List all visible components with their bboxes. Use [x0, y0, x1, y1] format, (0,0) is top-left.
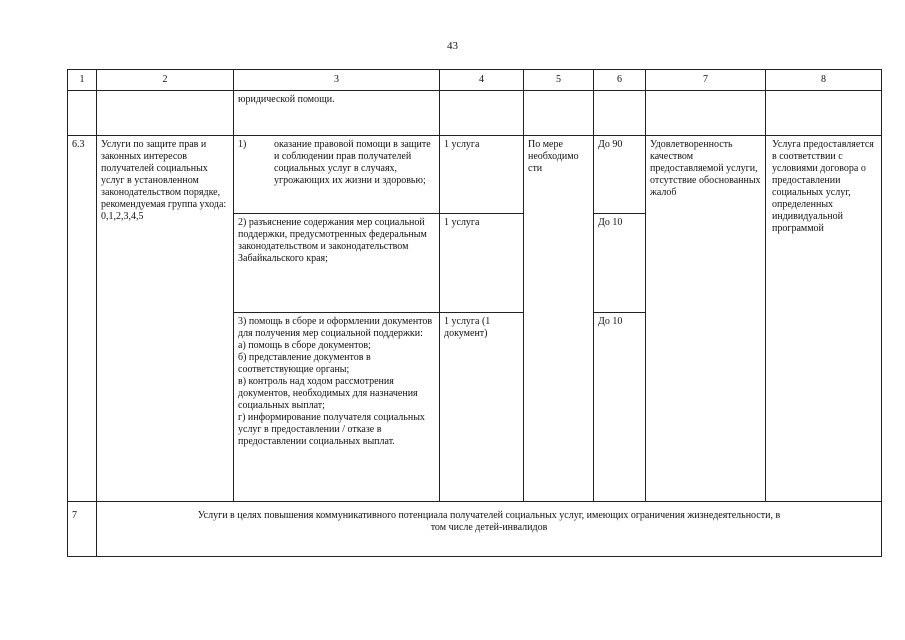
row-number-7: 7 — [68, 502, 97, 557]
service-item-1-volume: 1 услуга — [440, 136, 524, 214]
header-col-6: 6 — [594, 70, 646, 91]
service-item-1-number: 1) — [238, 139, 247, 150]
service-item-3-line: 3) помощь в сборе и оформлении документов для получения мер социальной поддержки: — [238, 316, 433, 339]
row-number-6-3: 6.3 — [68, 136, 97, 502]
continuation-text: юридической помощи. — [234, 91, 440, 136]
services-table — [67, 69, 882, 557]
page-number: 43 — [447, 40, 458, 52]
service-item-3-term: До 10 — [594, 313, 646, 502]
section-title-7: Услуги в целях повышения коммуникативного потенциала получателей социальных услуг, имеющих ограничения жизнедеятельности, в том числе детей-инвалидов — [97, 502, 882, 557]
service-quality: Удовлетворенность качеством предоставляемой услуги, отсутствие обоснованных жалоб — [646, 136, 766, 502]
service-frequency: По мере необходимо сти — [524, 136, 594, 502]
header-col-8: 8 — [766, 70, 882, 91]
header-col-2: 2 — [97, 70, 234, 91]
header-col-3: 3 — [234, 70, 440, 91]
service-item-1-text: оказание правовой помощи в защите и соблюдении прав получателей социальных услуг в случаях, угрожающих их жизни и здоровью; — [274, 139, 431, 186]
service-item-1 — [234, 136, 440, 214]
service-item-3 — [234, 313, 440, 502]
service-item-3-volume: 1 услуга (1 документ) — [440, 313, 524, 502]
service-item-2: 2) разъяснение содержания мер социальной поддержки, предусмотренных федеральным законодательством и законодательством Забайкальского края; — [234, 214, 440, 313]
service-item-1-term: До 90 — [594, 136, 646, 214]
service-item-3-line: г) информирование получателя социальных услуг в предоставлении / отказе в предоставлении социальных выплат. — [238, 412, 425, 447]
service-item-3-line: а) помощь в сборе документов; — [238, 340, 371, 351]
header-col-7: 7 — [646, 70, 766, 91]
header-col-1: 1 — [68, 70, 97, 91]
service-item-2-term: До 10 — [594, 214, 646, 313]
header-row — [68, 70, 882, 91]
table-row-7 — [68, 502, 882, 557]
header-col-4: 4 — [440, 70, 524, 91]
service-conditions: Услуга предоставляется в соответствии с условиями договора о предоставлении социальных услуг, определенных индивидуальной программой — [766, 136, 882, 502]
service-title-6-3: Услуги по защите прав и законных интересов получателей социальных услуг в установленном законодательством порядке, рекомендуемая группа ухода: 0,1,2,3,4,5 — [97, 136, 234, 502]
service-item-2-volume: 1 услуга — [440, 214, 524, 313]
continuation-row — [68, 91, 882, 136]
service-item-3-line: б) представление документов в соответствующие органы; — [238, 352, 371, 375]
service-item-3-line: в) контроль над ходом рассмотрения документов, необходимых для назначения социальных выплат; — [238, 376, 418, 411]
table-row-6-3-a — [68, 136, 882, 214]
header-col-5: 5 — [524, 70, 594, 91]
